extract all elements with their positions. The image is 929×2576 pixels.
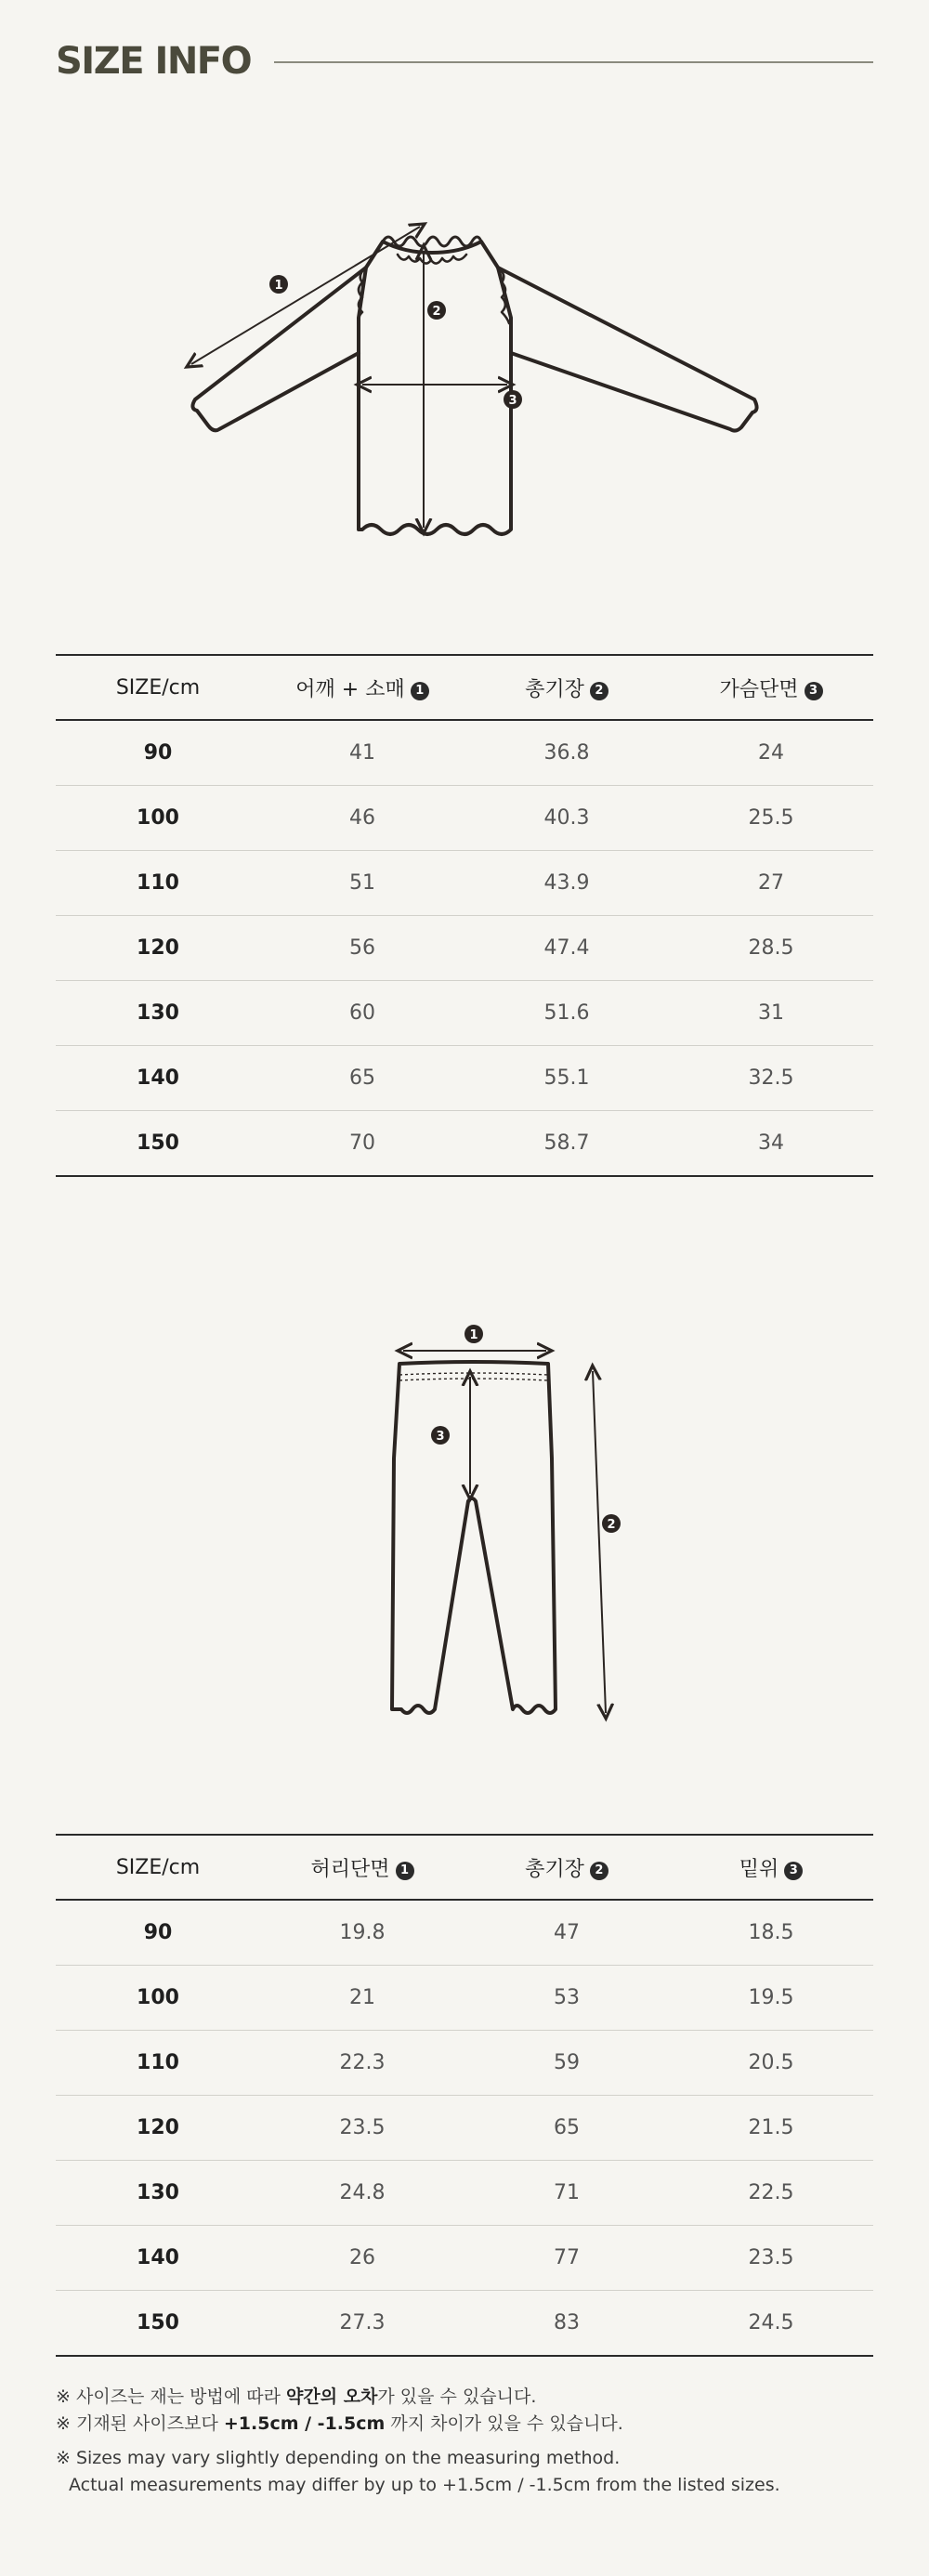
marker-3 (504, 390, 522, 409)
pants-marker-1 (464, 1325, 483, 1343)
measurement-cell: 19.8 (260, 1900, 464, 1966)
header-waist: 허리단면 1 (260, 1835, 464, 1900)
measurement-cell: 46 (260, 786, 464, 851)
measurement-cell: 83 (464, 2291, 669, 2357)
note-korean-2: ※ 기재된 사이즈보다 +1.5cm / -1.5cm 까지 차이가 있을 수 있습니다. (56, 2413, 623, 2434)
measurement-cell: 28.5 (669, 916, 873, 981)
measurement-cell: 32.5 (669, 1046, 873, 1111)
measure-line-shoulder-sleeve (191, 227, 420, 364)
header-size: SIZE/cm (56, 1835, 260, 1900)
table-row (56, 2291, 873, 2357)
svg-text:2: 2 (432, 305, 441, 319)
svg-text:3: 3 (436, 1430, 445, 1444)
measurement-cell: 20.5 (669, 2031, 873, 2096)
header-total-length: 총기장 2 (464, 655, 669, 720)
note-english-2: Actual measurements may differ by up to +1.5cm / -1.5cm from the listed sizes. (69, 2475, 780, 2495)
top-garment-diagram (177, 214, 771, 548)
measurement-cell: 21.5 (669, 2096, 873, 2161)
pants-marker-3 (431, 1426, 450, 1445)
size-cell: 110 (56, 851, 260, 916)
pants-outline (392, 1362, 556, 1713)
size-cell: 120 (56, 2096, 260, 2161)
size-cell: 120 (56, 916, 260, 981)
measurement-cell: 51.6 (464, 981, 669, 1046)
svg-text:2: 2 (607, 1518, 616, 1532)
measurement-cell: 21 (260, 1966, 464, 2031)
size-cell: 110 (56, 2031, 260, 2096)
header-chest: 가슴단면 3 (669, 655, 873, 720)
size-cell: 90 (56, 720, 260, 786)
marker-1 (269, 275, 288, 294)
svg-text:3: 3 (508, 394, 517, 408)
size-cell: 140 (56, 1046, 260, 1111)
measurement-cell: 55.1 (464, 1046, 669, 1111)
svg-text:1: 1 (274, 279, 283, 293)
table-row (56, 720, 873, 786)
measurement-cell: 22.3 (260, 2031, 464, 2096)
table-row (56, 1900, 873, 1966)
measurement-cell: 27.3 (260, 2291, 464, 2357)
measurement-cell: 22.5 (669, 2161, 873, 2226)
measurement-cell: 36.8 (464, 720, 669, 786)
title-divider (274, 61, 873, 63)
table-row (56, 1111, 873, 1177)
badge-2: 2 (590, 1862, 608, 1880)
measurement-cell: 24.8 (260, 2161, 464, 2226)
measurement-cell: 47.4 (464, 916, 669, 981)
size-cell: 130 (56, 2161, 260, 2226)
badge-2: 2 (590, 682, 608, 700)
pants-marker-2 (602, 1514, 621, 1533)
measurement-cell: 53 (464, 1966, 669, 2031)
note-korean-1: ※ 사이즈는 재는 방법에 따라 약간의 오차가 있을 수 있습니다. (56, 2386, 537, 2407)
header-shoulder-sleeve: 어깨 + 소매 1 (260, 655, 464, 720)
measurement-cell: 65 (260, 1046, 464, 1111)
measurement-cell: 56 (260, 916, 464, 981)
measurement-cell: 70 (260, 1111, 464, 1177)
top-right-sleeve (498, 268, 757, 431)
measurement-cell: 65 (464, 2096, 669, 2161)
table-row (56, 2161, 873, 2226)
table-row (56, 2096, 873, 2161)
top-size-table (56, 654, 873, 1177)
bottom-garment-diagram (372, 1319, 632, 1728)
badge-1: 1 (411, 682, 429, 700)
measurement-cell: 43.9 (464, 851, 669, 916)
badge-3: 3 (784, 1862, 803, 1880)
size-notes (56, 2384, 892, 2499)
table-row (56, 1046, 873, 1111)
measure-line-pants-length (593, 1371, 606, 1713)
table-header-row (56, 655, 873, 720)
badge-1: 1 (396, 1862, 414, 1880)
top-collar-ruffle (383, 237, 481, 246)
waistband-stitch-2 (399, 1379, 548, 1380)
table-row (56, 786, 873, 851)
table-row (56, 2226, 873, 2291)
measurement-cell: 40.3 (464, 786, 669, 851)
measurement-cell: 23.5 (669, 2226, 873, 2291)
size-cell: 130 (56, 981, 260, 1046)
header-rise: 밑위 3 (669, 1835, 873, 1900)
header-total-length: 총기장 2 (464, 1835, 669, 1900)
svg-text:1: 1 (469, 1328, 478, 1342)
measurement-cell: 24.5 (669, 2291, 873, 2357)
top-body-outline (359, 242, 511, 534)
measurement-cell: 71 (464, 2161, 669, 2226)
table-row (56, 851, 873, 916)
header-size: SIZE/cm (56, 655, 260, 720)
measurement-cell: 60 (260, 981, 464, 1046)
measurement-cell: 58.7 (464, 1111, 669, 1177)
table-row (56, 916, 873, 981)
note-english-1: ※ Sizes may vary slightly depending on the measuring method. (56, 2448, 621, 2468)
header (56, 37, 873, 85)
size-cell: 150 (56, 2291, 260, 2357)
size-cell: 90 (56, 1900, 260, 1966)
table-row (56, 1966, 873, 2031)
measurement-cell: 77 (464, 2226, 669, 2291)
measurement-cell: 24 (669, 720, 873, 786)
size-cell: 150 (56, 1111, 260, 1177)
size-cell: 100 (56, 786, 260, 851)
top-neck-ruffle (398, 255, 466, 264)
table-header-row (56, 1835, 873, 1900)
measurement-cell: 51 (260, 851, 464, 916)
measurement-cell: 25.5 (669, 786, 873, 851)
measurement-cell: 41 (260, 720, 464, 786)
size-cell: 100 (56, 1966, 260, 2031)
measurement-cell: 19.5 (669, 1966, 873, 2031)
measurement-cell: 34 (669, 1111, 873, 1177)
measurement-cell: 23.5 (260, 2096, 464, 2161)
size-cell: 140 (56, 2226, 260, 2291)
measurement-cell: 26 (260, 2226, 464, 2291)
page-title: SIZE INFO (56, 40, 252, 83)
measurement-cell: 31 (669, 981, 873, 1046)
table-row (56, 2031, 873, 2096)
measurement-cell: 59 (464, 2031, 669, 2096)
table-row (56, 981, 873, 1046)
badge-3: 3 (805, 682, 823, 700)
bottom-size-table (56, 1834, 873, 2357)
measurement-cell: 47 (464, 1900, 669, 1966)
measurement-cell: 18.5 (669, 1900, 873, 1966)
measurement-cell: 27 (669, 851, 873, 916)
waistband-stitch (399, 1373, 548, 1375)
marker-2 (427, 301, 446, 320)
